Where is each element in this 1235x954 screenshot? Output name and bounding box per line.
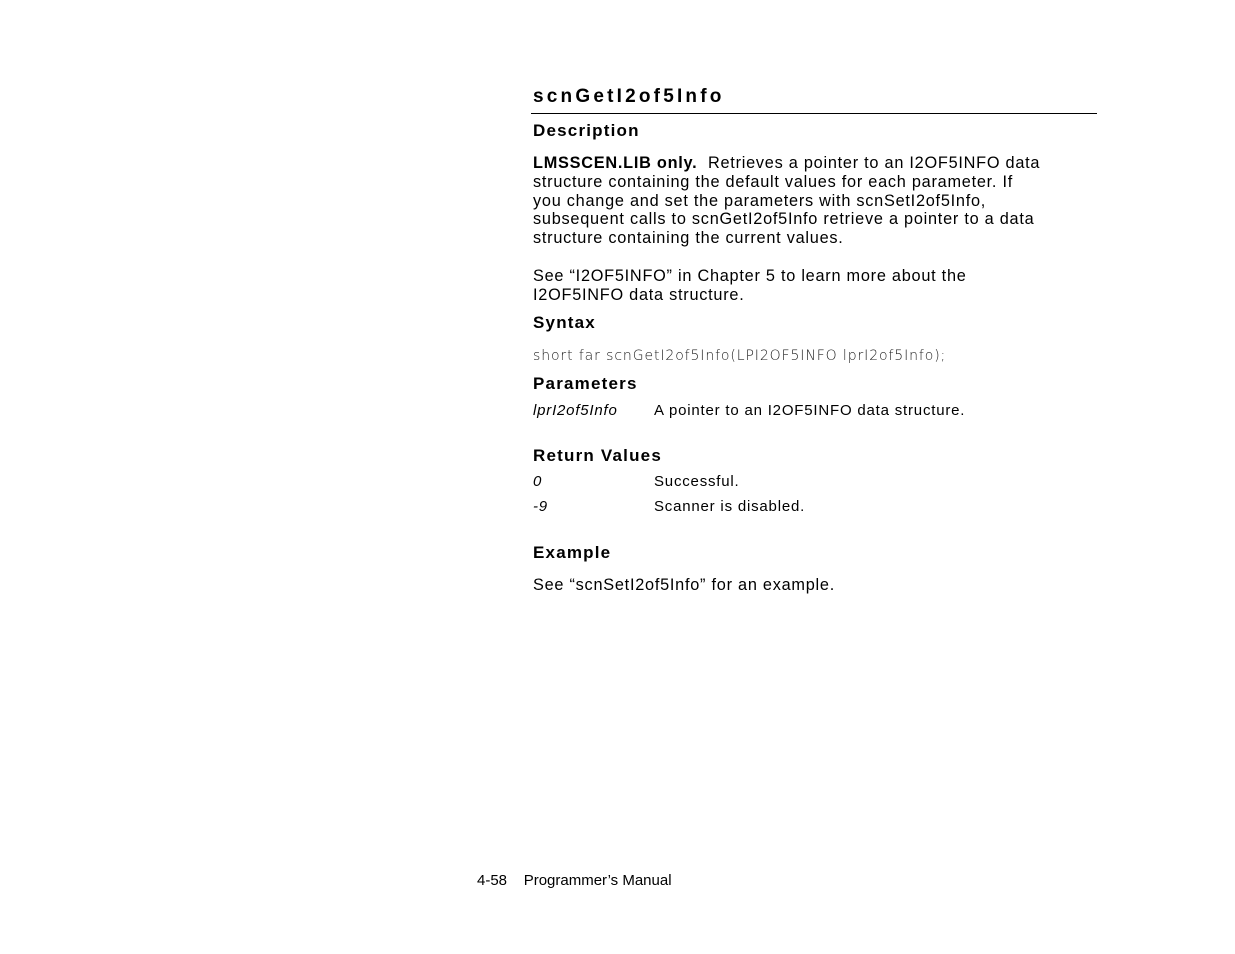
parameters-heading: Parameters bbox=[533, 374, 638, 393]
description-line-5: structure containing the current values. bbox=[533, 229, 844, 248]
title-underline bbox=[531, 113, 1097, 114]
page-footer bbox=[477, 872, 672, 890]
return-value-description: Successful. bbox=[654, 473, 740, 490]
page-number: 4-58 bbox=[477, 872, 508, 889]
lib-only-note: LMSSCEN.LIB only. bbox=[533, 154, 698, 172]
return-value-description: Scanner is disabled. bbox=[654, 498, 806, 515]
see-also-text bbox=[533, 267, 1097, 305]
syntax-heading: Syntax bbox=[533, 313, 596, 332]
manual-title: Programmer’s Manual bbox=[523, 872, 672, 889]
description-line-4: subsequent calls to scnGetI2of5Info retrieve a pointer to a data bbox=[533, 210, 1035, 229]
function-title: scnGetI2of5Info bbox=[533, 86, 725, 107]
description-text bbox=[533, 154, 1097, 248]
function-reference bbox=[533, 86, 1097, 594]
return-values-heading: Return Values bbox=[533, 446, 662, 465]
see-also-line-2: I2OF5INFO data structure. bbox=[533, 285, 745, 304]
description-line-2: structure containing the default values for each parameter. If bbox=[533, 172, 1014, 191]
see-also-line-1: See “I2OF5INFO” in Chapter 5 to learn more about the bbox=[533, 267, 967, 285]
description-heading: Description bbox=[533, 121, 640, 140]
syntax-code: short far scnGetI2of5Info(LPI2OF5INFO lprI2of5Info); bbox=[533, 348, 947, 364]
description-line-1: LMSSCEN.LIB only. Retrieves a pointer to an I2OF5INFO data bbox=[533, 154, 1041, 172]
parameter-name: lprI2of5Info bbox=[533, 402, 618, 419]
example-heading: Example bbox=[533, 543, 612, 562]
example-text: See “scnSetI2of5Info” for an example. bbox=[533, 576, 835, 594]
return-value-code: 0 bbox=[533, 473, 543, 490]
description-line-3: you change and set the parameters with scnSetI2of5Info, bbox=[533, 191, 987, 210]
parameter-description: A pointer to an I2OF5INFO data structure. bbox=[654, 402, 966, 419]
return-value-code: -9 bbox=[533, 498, 548, 515]
